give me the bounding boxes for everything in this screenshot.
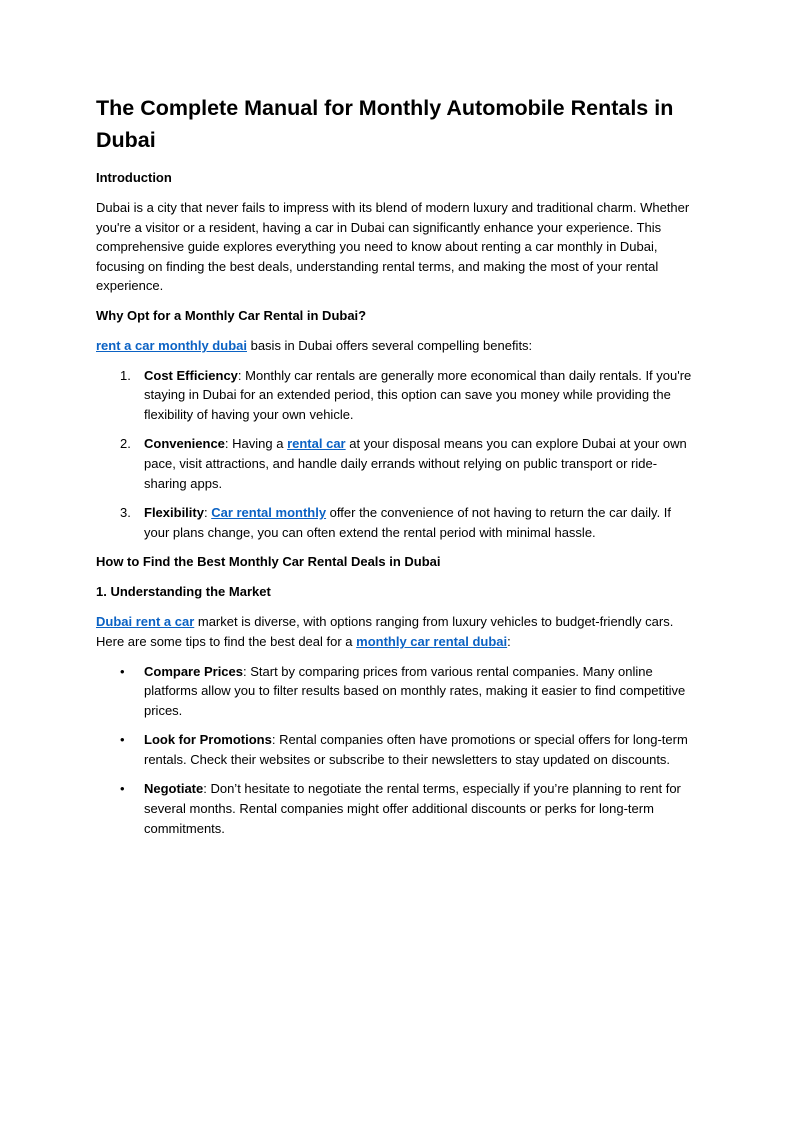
why-heading: Why Opt for a Monthly Car Rental in Dubai? <box>96 307 367 323</box>
benefit-term: Flexibility <box>144 505 204 521</box>
why-intro-text: basis in Dubai offers several compelling benefits: <box>246 337 533 353</box>
intro-paragraph: Dubai is a city that never fails to impress with its blend of modern luxury and traditional charm. Whether you're a visitor or a resident, having a car in Dubai can significantly enhance your experience. This comprehensive guide explores everything you need to know about renting a car monthly in Dubai, focusing on finding the best deals, understanding rental terms, and making the most of your rental experience. <box>96 200 690 294</box>
benefit-term: Convenience <box>144 436 225 452</box>
tip-item-compare-prices <box>96 662 698 721</box>
benefit-item-flexibility <box>96 503 698 542</box>
market-intro-text: market is diverse, with options ranging from luxury vehicles to budget-friendly cars. Here are some tips to find the best deal for a <box>96 614 674 649</box>
market-heading: 1. Understanding the Market <box>96 584 271 600</box>
tip-item-negotiate <box>96 779 698 838</box>
bullet-icon: • <box>120 732 125 748</box>
intro-heading: Introduction <box>96 170 172 185</box>
tip-term: Look for Promotions <box>144 732 272 748</box>
benefit-item-convenience <box>96 434 698 493</box>
car-rental-monthly-link[interactable]: Car rental monthly <box>211 505 327 521</box>
benefit-text-after: at your disposal means you can explore Dubai at your own pace, visit attractions, and handle daily errands without relying on public transport or ride-sharing apps. <box>144 436 687 491</box>
monthly-car-rental-dubai-link[interactable]: monthly car rental dubai <box>356 633 508 649</box>
market-intro-text-end: : <box>507 633 511 649</box>
why-intro-paragraph <box>96 336 698 356</box>
market-intro-paragraph <box>96 612 698 651</box>
tip-text: : Start by comparing prices from various rental companies. Many online platforms allow you to filter results based on monthly rates, making it easier to find competitive prices. <box>144 663 686 718</box>
dubai-rent-a-car-link[interactable]: Dubai rent a car <box>96 614 195 630</box>
deals-heading: How to Find the Best Monthly Car Rental Deals in Dubai <box>96 554 441 570</box>
benefit-text: : <box>203 505 212 521</box>
rent-monthly-link[interactable]: rent a car monthly dubai <box>96 337 247 353</box>
tip-text: : Rental companies often have promotions or special offers for long-term rentals. Check their websites or subscribe to their newsletters to stay updated on discounts. <box>144 732 688 767</box>
document-page <box>96 92 698 848</box>
tip-term: Compare Prices <box>144 663 243 679</box>
rental-car-link[interactable]: rental car <box>287 436 346 452</box>
tip-item-look-for-promotions <box>96 730 698 769</box>
benefits-list <box>96 366 698 543</box>
list-number: 1. <box>120 367 131 383</box>
benefit-item-cost-efficiency <box>96 366 698 425</box>
page-title: The Complete Manual for Monthly Automobile Rentals in Dubai <box>96 96 674 152</box>
benefit-text: : Having a <box>224 436 288 452</box>
benefit-text: : Monthly car rentals are generally more economical than daily rentals. If you're staying in Dubai for an extended period, this option can save you money while providing the flexibility of having your own vehicle. <box>144 367 692 422</box>
benefit-term: Cost Efficiency <box>144 367 238 383</box>
list-number: 2. <box>120 436 131 452</box>
tip-text: : Don’t hesitate to negotiate the rental terms, especially if you’re planning to rent for several months. Rental companies might offer additional discounts or perks for long-term commitments. <box>144 781 681 836</box>
bullet-icon: • <box>120 781 125 797</box>
benefit-text-after: offer the convenience of not having to return the car daily. If your plans change, you can often extend the rental period with minimal hassle. <box>144 505 672 540</box>
tips-list <box>96 662 698 839</box>
list-number: 3. <box>120 505 131 521</box>
bullet-icon: • <box>120 663 125 679</box>
tip-term: Negotiate <box>144 781 204 797</box>
